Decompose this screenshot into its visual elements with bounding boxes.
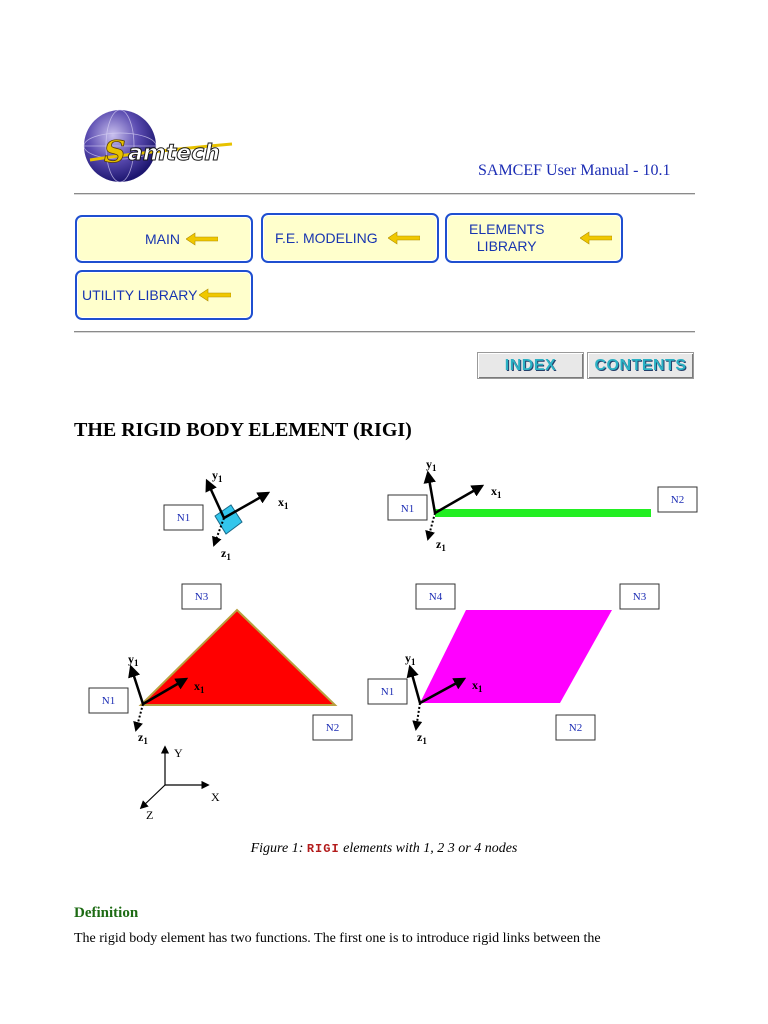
fe-modeling-button[interactable] bbox=[261, 213, 439, 263]
node-label-n2: N2 bbox=[325, 722, 340, 734]
elements-library-label-line2: LIBRARY bbox=[476, 238, 537, 254]
arrow-left-icon bbox=[580, 231, 612, 245]
arrow-left-icon bbox=[388, 231, 420, 245]
svg-text:y1: $y_1$ bbox=[405, 651, 416, 667]
caption-code: RIGI bbox=[306, 842, 340, 856]
node-label-n1: N1 bbox=[400, 503, 415, 515]
svg-text:S: S bbox=[104, 135, 126, 170]
manual-title: SAMCEF User Manual - 10.1 bbox=[478, 162, 671, 179]
two-node-element bbox=[388, 457, 697, 553]
definition-heading: Definition bbox=[74, 905, 139, 921]
node-label-n1: N1 bbox=[101, 695, 116, 707]
node-label-n1: N1 bbox=[380, 686, 395, 698]
svg-text:z1: $z_1$ bbox=[417, 730, 427, 746]
three-node-triangle bbox=[141, 610, 335, 705]
svg-text:z1: $z_1$ bbox=[436, 537, 446, 553]
four-node-parallelogram bbox=[420, 610, 612, 703]
svg-text:y1: $y_1$ bbox=[426, 457, 437, 473]
arrow-left-icon bbox=[199, 288, 231, 302]
main-button[interactable] bbox=[75, 215, 253, 263]
four-node-element bbox=[368, 584, 659, 746]
axis-z-label: Z bbox=[146, 808, 154, 822]
page-title: THE RIGID BODY ELEMENT (RIGI) bbox=[74, 419, 412, 441]
node-label-n2: N2 bbox=[670, 494, 685, 506]
global-axes bbox=[141, 746, 220, 822]
main-button-label: MAIN bbox=[145, 230, 180, 247]
utility-library-button-label: UTILITY LIBRARY bbox=[82, 286, 198, 303]
definition-text: The rigid body element has two functions. The first one is to introduce rigid links between the bbox=[74, 931, 601, 946]
x1-label: $x_1$ bbox=[278, 495, 289, 511]
node-label-n3: N3 bbox=[632, 591, 647, 603]
elements-library-button-label bbox=[469, 221, 544, 255]
samtech-logo[interactable] bbox=[82, 108, 240, 184]
index-button[interactable]: INDEX bbox=[477, 352, 584, 379]
svg-text:amtech: amtech bbox=[128, 141, 220, 166]
svg-text:y1: $y_1$ bbox=[128, 652, 139, 668]
svg-text:z1: $z_1$ bbox=[138, 730, 148, 746]
caption-prefix: Figure 1: bbox=[250, 841, 307, 856]
elements-library-button[interactable] bbox=[445, 213, 623, 263]
node-label-n3: N3 bbox=[194, 591, 209, 603]
header-divider bbox=[74, 193, 695, 195]
svg-text:x1: $x_1$ bbox=[491, 484, 502, 500]
single-node-element bbox=[164, 468, 289, 562]
caption-suffix: elements with 1, 2 3 or 4 nodes bbox=[339, 841, 518, 856]
svg-text:x1: $x_1$ bbox=[194, 679, 205, 695]
node-label-n4: N4 bbox=[428, 591, 443, 603]
arrow-left-icon bbox=[186, 232, 218, 246]
nav-divider bbox=[74, 331, 695, 333]
rigi-elements-figure bbox=[74, 455, 704, 825]
node-label-n1: N1 bbox=[176, 512, 191, 524]
y1-label: $y_1$ bbox=[212, 468, 223, 484]
node-label-n2: N2 bbox=[568, 722, 583, 734]
axis-y-label: Y bbox=[174, 746, 183, 760]
figure-caption bbox=[0, 841, 768, 857]
fe-modeling-button-label: F.E. MODELING bbox=[275, 229, 378, 246]
utility-library-button[interactable] bbox=[75, 270, 253, 320]
three-node-element bbox=[89, 584, 352, 746]
axis-x-label: X bbox=[211, 790, 220, 804]
svg-text:x1: $x_1$ bbox=[472, 678, 483, 694]
elements-library-label-line1: ELEMENTS bbox=[469, 221, 545, 237]
z1-label: $z_1$ bbox=[221, 546, 231, 562]
contents-button[interactable]: CONTENTS bbox=[587, 352, 694, 379]
